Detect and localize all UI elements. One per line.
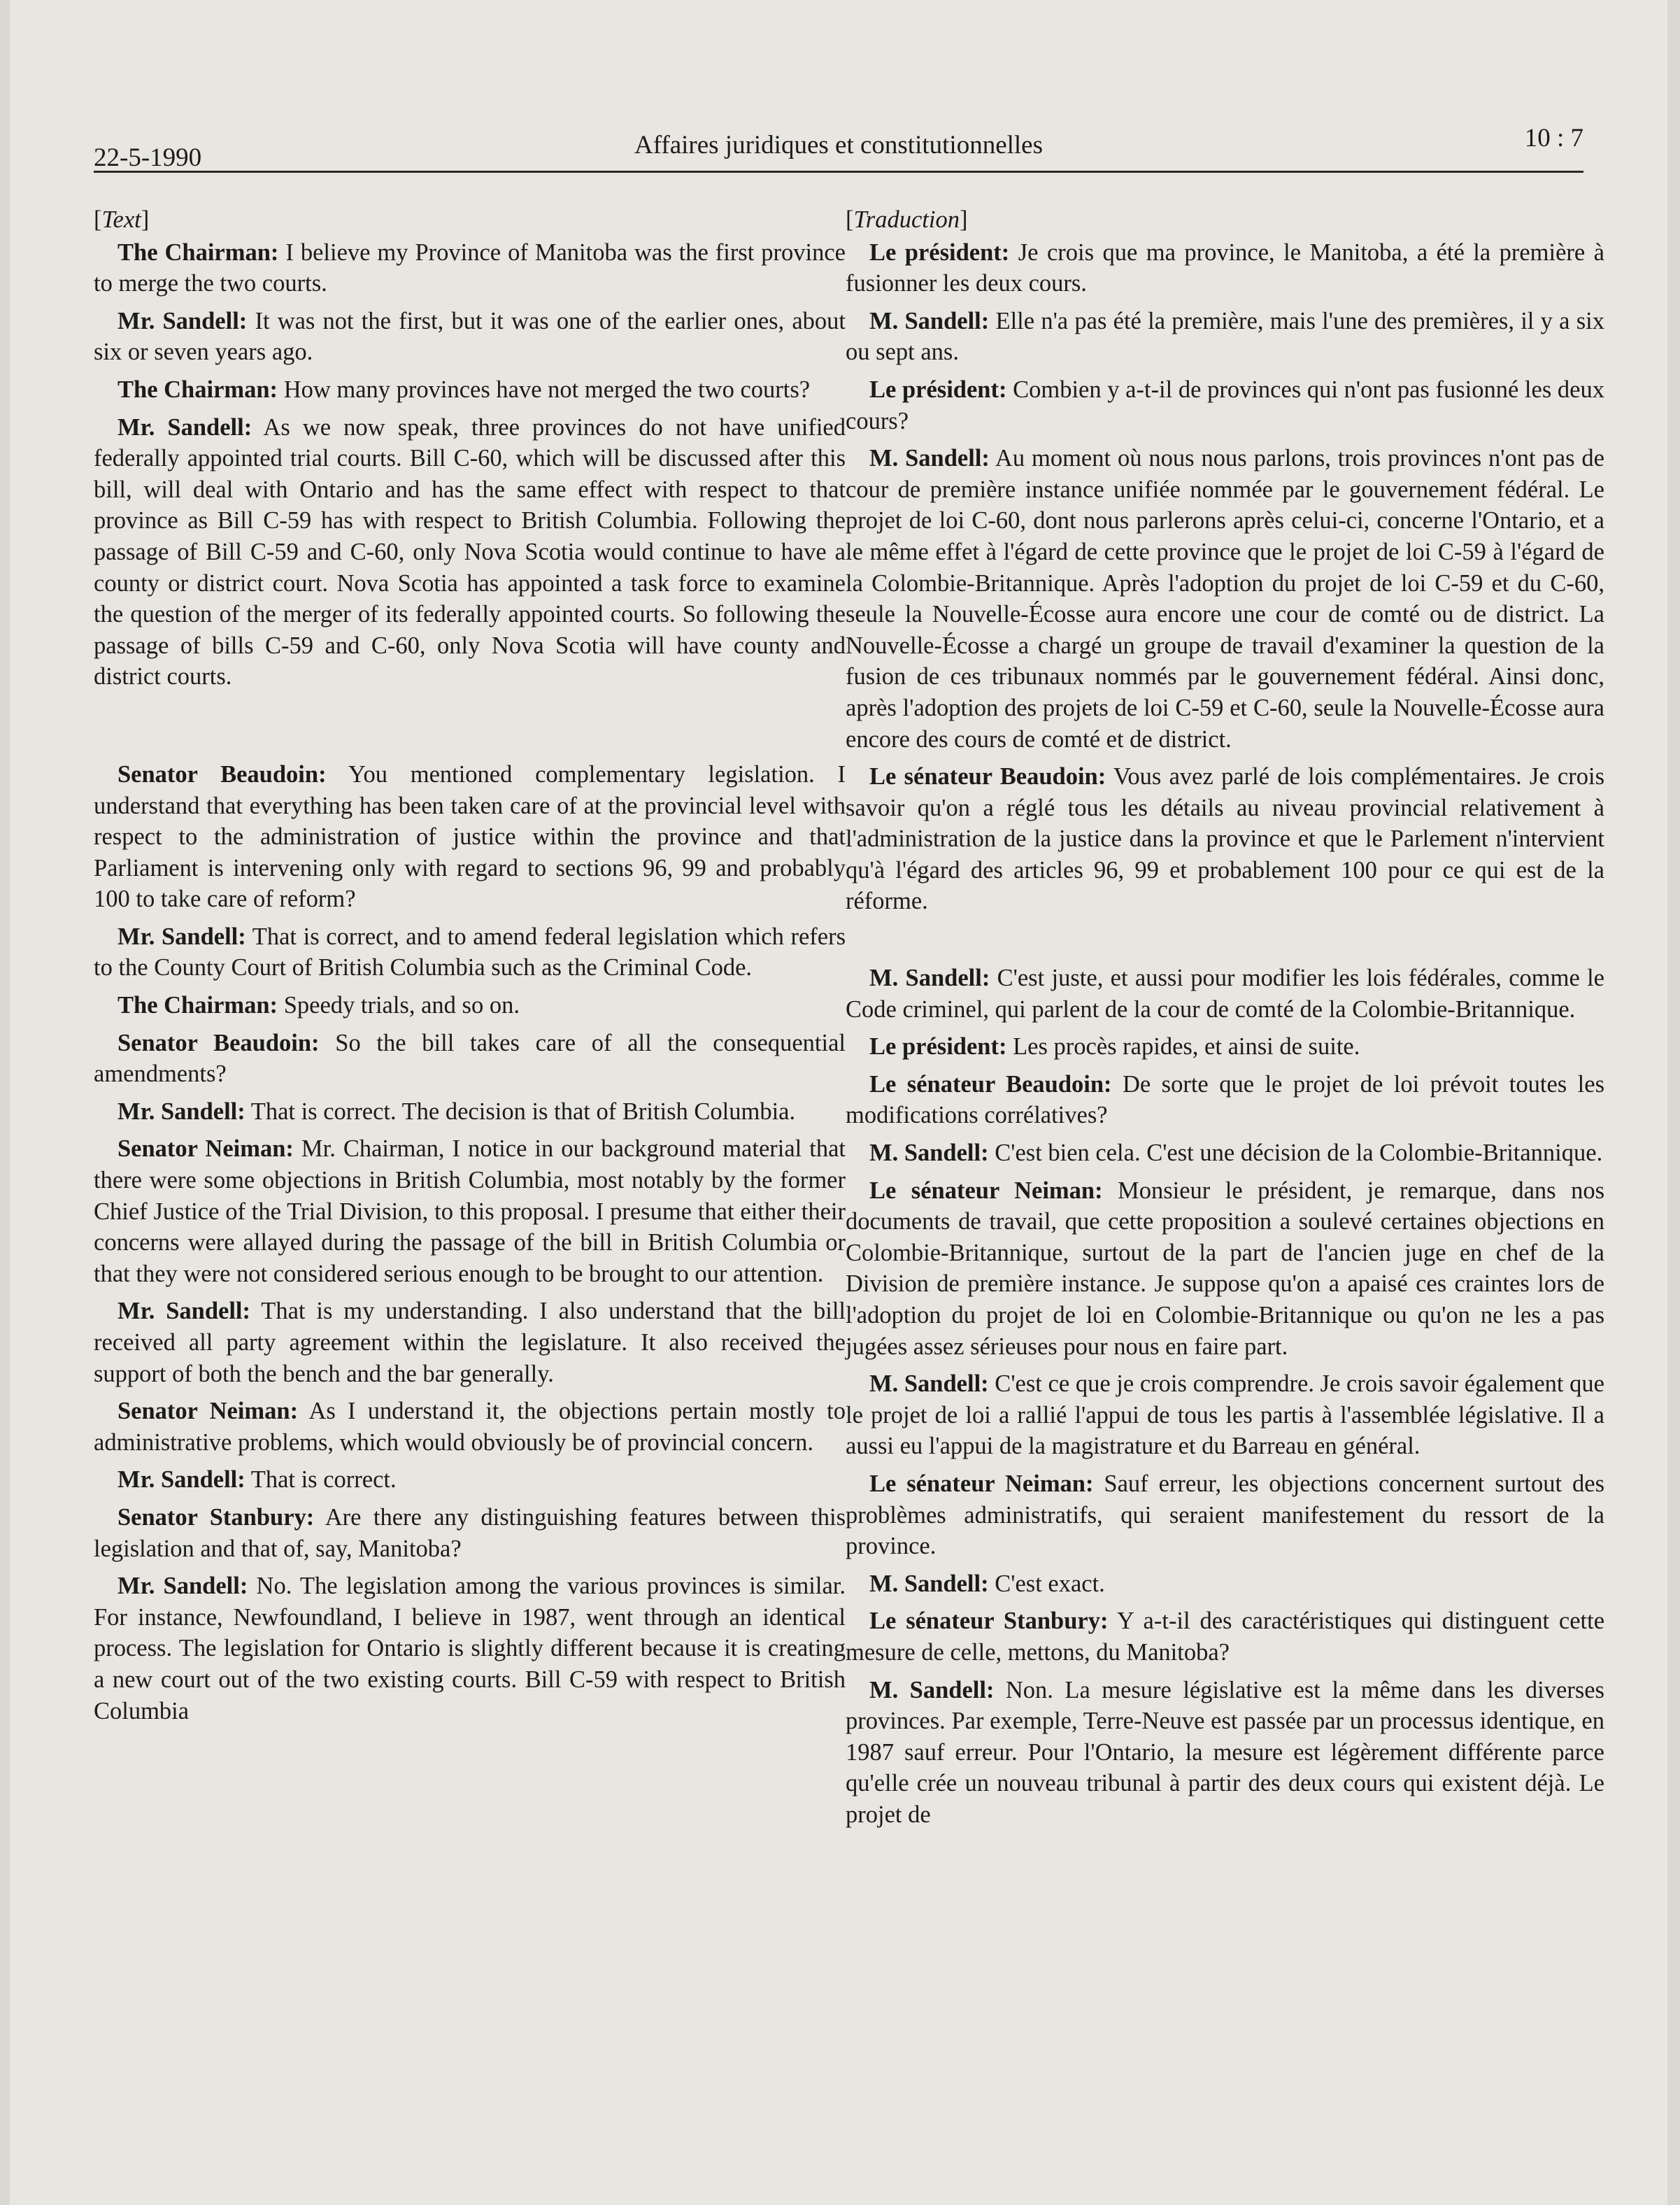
paragraph: Mr. Sandell: That is correct. (118, 1466, 397, 1494)
paragraph: M. Sandell: C'est exact. (869, 1570, 1105, 1597)
speaker: Mr. Sandell: (118, 923, 246, 950)
paragraph: Mr. Sandell: That is correct, and to amend federal legislation which refers to the County Court of British Columbia such as the Criminal Code. (94, 923, 846, 981)
paragraph: Le président: Les procès rapides, et ainsi de suite. (869, 1033, 1360, 1061)
speaker: Le président: (869, 1033, 1007, 1061)
speaker: The Chairman: (118, 376, 278, 403)
paragraph: Le sénateur Neiman: Sauf erreur, les objections concernent surtout des problèmes administratifs, qui seraient manifestement du ressort de la province. (846, 1470, 1605, 1560)
paragraph: Mr. Sandell: It was not the first, but it was one of the earlier ones, about six or seven years ago. (94, 307, 846, 366)
speaker: Mr. Sandell: (118, 1466, 245, 1494)
paragraph: The Chairman: I believe my Province of Manitoba was the first province to merge the two courts. (94, 239, 846, 297)
speaker: Senator Beaudoin: (118, 760, 327, 788)
speaker: Le sénateur Neiman: (869, 1177, 1103, 1204)
speaker: Senator Stanbury: (118, 1503, 315, 1531)
speaker: M. Sandell: (869, 1140, 989, 1167)
paragraph: M. Sandell: C'est ce que je crois comprendre. Je crois savoir également que le projet de loi a rallié l'appui de tous les partis à l'assemblée législative. Il a aussi eu l'appui de la magistrature et du Barreau en général. (846, 1370, 1604, 1460)
paragraph: M. Sandell: C'est bien cela. C'est une décision de la Colombie-Britannique. (869, 1140, 1603, 1167)
spacer (94, 699, 846, 759)
speaker: M. Sandell: (869, 1570, 989, 1597)
header-page-number: 10 : 7 (1524, 124, 1583, 153)
paragraph: Mr. Sandell: That is my understanding. I also understand that the bill received all party agreement within the legislature. It also received the support of both the bench and the bar generally. (94, 1298, 846, 1387)
speaker: M. Sandell: (869, 1370, 989, 1398)
speaker: Le président: (869, 376, 1007, 403)
english-column (94, 204, 846, 1733)
speaker: M. Sandell: (869, 307, 990, 334)
paragraph: M. Sandell: C'est juste, et aussi pour modifier les lois fédérales, comme le Code criminel, qui parlent de la cour de comté de la Colombie-Britannique. (846, 965, 1604, 1023)
header-date: 22-5-1990 (94, 143, 202, 172)
speaker: Le sénateur Stanbury: (869, 1608, 1109, 1635)
speaker: The Chairman: (118, 992, 278, 1019)
language-label: [Text] (94, 206, 150, 233)
paragraph: The Chairman: Speedy trials, and so on. (118, 992, 520, 1019)
speaker: Senator Beaudoin: (118, 1029, 320, 1056)
paragraph: Senator Beaudoin: So the bill takes care of all the consequential amendments? (94, 1029, 846, 1088)
speaker: Senator Neiman: (118, 1135, 294, 1163)
paragraph: Senator Stanbury: Are there any distinguishing features between this legislation and that of, say, Manitoba? (94, 1503, 846, 1562)
paragraph: Le sénateur Neiman: Monsieur le président, je remarque, dans nos documents de travail, que cette proposition a soulevé certaines objections en Colombie-Britannique, surtout de la part de l'ancien juge en chef de la Division de première instance. Je suppose qu'on a apaisé ces craintes lors de l'adoption du projet de loi en Colombie-Britannique ou qu'on ne les a pas jugées assez sérieuses pour nous en faire part. (846, 1177, 1604, 1360)
spacer (846, 923, 1604, 963)
speaker: Mr. Sandell: (118, 1573, 248, 1600)
header-title: Affaires juridiques et constitutionnelles (634, 131, 1043, 159)
paragraph: Le sénateur Beaudoin: De sorte que le projet de loi prévoit toutes les modifications corrélatives? (846, 1070, 1604, 1129)
speaker: Le sénateur Neiman: (869, 1470, 1094, 1497)
paragraph: Senator Beaudoin: You mentioned complementary legislation. I understand that everything has been taken care of at the provincial level with respect to the administration of justice within the province and that Parliament is intervening only with regard to sections 96, 99 and probably 100 to take care of reform? (94, 760, 846, 913)
speaker: Le sénateur Beaudoin: (869, 1070, 1112, 1098)
paragraph: The Chairman: How many provinces have not merged the two courts? (118, 376, 811, 403)
speaker: Mr. Sandell: (118, 1298, 251, 1325)
paragraph: Le sénateur Beaudoin: Vous avez parlé de lois complémentaires. Je crois savoir qu'on a réglé tous les détails au niveau provincial relativement à l'administration de la justice dans la province et que le Parlement n'intervient qu'à l'égard des articles 96, 99 et probablement 100 pour ce qui est de la réforme. (846, 763, 1604, 915)
language-label: [Traduction] (846, 206, 968, 233)
paragraph: Le président: Combien y a-t-il de provinces qui n'ont pas fusionné les deux cours? (846, 376, 1604, 434)
speaker: Mr. Sandell: (118, 307, 248, 334)
paragraph: M. Sandell: Au moment où nous nous parlons, trois provinces n'ont pas de cour de première instance unifiée nommée par le gouvernement fédéral. Le projet de loi C-60, dont nous parlerons après celui-ci, concerne l'Ontario, et a le même effet à l'égard de cette province que le projet de loi C-59 à l'égard de la Colombie-Britannique. Après l'adoption du projet de loi C-59 et du C-60, seule la Nouvelle-Écosse aura encore une cour de comté ou de district. La Nouvelle-Écosse a chargé un groupe de travail d'examiner la question de la fusion de ces tribunaux nommés par le gouvernement fédéral. Ainsi donc, après l'adoption des projets de loi C-59 et C-60, seule la Nouvelle-Écosse aura encore des cours de comté et de district. (846, 445, 1604, 753)
page-header (94, 119, 1583, 175)
speaker: Senator Neiman: (118, 1398, 299, 1425)
speaker: Mr. Sandell: (118, 413, 252, 441)
paragraph: Mr. Sandell: That is correct. The decision is that of British Columbia. (118, 1098, 796, 1125)
paragraph: Senator Neiman: Mr. Chairman, I notice in our background material that there were some objections in British Columbia, most notably by the former Chief Justice of the Trial Division, to this proposal. I presume that either their concerns were allayed during the passage of the bill in British Columbia or that they were not considered serious enough to be brought to our attention. (94, 1135, 846, 1287)
header-rule (94, 171, 1583, 173)
speaker: Mr. Sandell: (118, 1098, 245, 1125)
paragraph: Le président: Je crois que ma province, le Manitoba, a été la première à fusionner les deux cours. (846, 239, 1604, 297)
paragraph: M. Sandell: Non. La mesure législative est la même dans les diverses provinces. Par exemple, Terre-Neuve est passée par un processus identique, en 1987 sauf erreur. Pour l'Ontario, la mesure est légèrement différente parce qu'elle crée un nouveau tribunal à partir des deux cours qui existent déjà. Le projet de (846, 1676, 1604, 1828)
document-page (10, 0, 1667, 2205)
speaker: M. Sandell: (869, 445, 990, 472)
speaker: M. Sandell: (869, 1676, 995, 1703)
speaker: Le président: (869, 239, 1010, 266)
speaker: The Chairman: (118, 239, 279, 266)
paragraph: M. Sandell: Elle n'a pas été la première, mais l'une des premières, il y a six ou sept ans. (846, 307, 1604, 366)
speaker: Le sénateur Beaudoin: (869, 763, 1106, 790)
speaker: M. Sandell: (869, 965, 990, 992)
paragraph: Mr. Sandell: As we now speak, three provinces do not have unified federally appointed trial courts. Bill C-60, which will be discussed after this bill, will deal with Ontario and has the same effect with respect to that province as Bill C-59 has with respect to British Columbia. Following the passage of Bill C-59 and C-60, only Nova Scotia would continue to have a county or district court. Nova Scotia has appointed a task force to examine the question of the merger of its federally appointed courts. So following the passage of bills C-59 and C-60, only Nova Scotia will have county and district courts. (94, 413, 846, 690)
paragraph: Le sénateur Stanbury: Y a-t-il des caractéristiques qui distinguent cette mesure de celle, mettons, du Manitoba? (846, 1608, 1605, 1666)
french-column (846, 204, 1604, 1837)
paragraph: Senator Neiman: As I understand it, the objections pertain mostly to administrative problems, which would obviously be of provincial concern. (94, 1398, 846, 1456)
paragraph: Mr. Sandell: No. The legislation among the various provinces is similar. For instance, Newfoundland, I believe in 1987, went through an identical process. The legislation for Ontario is slightly different because it is creating a new court out of the two existing courts. Bill C-59 with respect to British Columbia (94, 1573, 846, 1724)
